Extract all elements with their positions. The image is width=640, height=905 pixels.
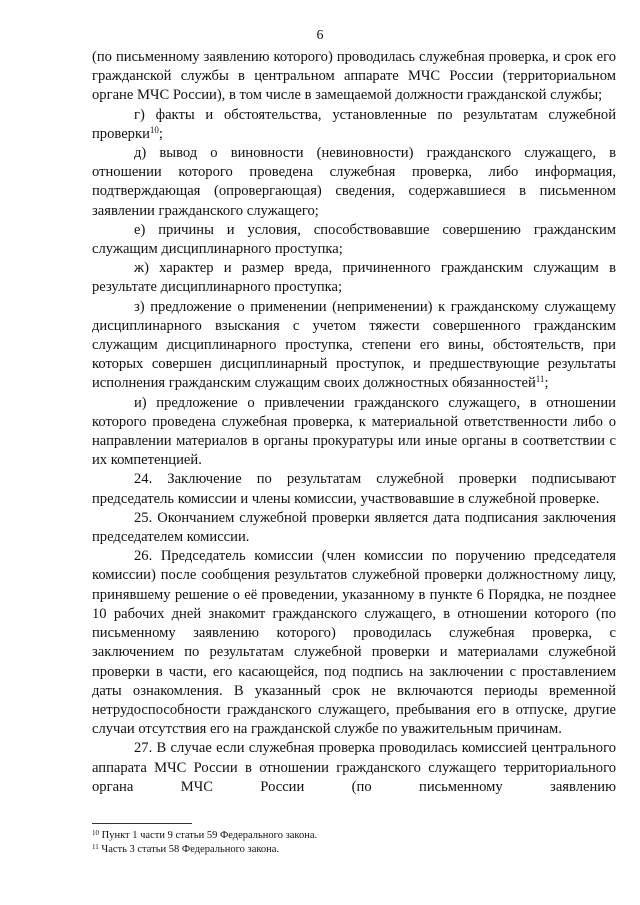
footnote: $^{10}$ Пункт 1 части 9 статьи 59 Федерального закона. — [92, 829, 318, 841]
paragraph: з) предложение о применении (неприменении) к гражданскому служащему дисциплинарного взыскания с учетом тяжести совершенного гражданским служащим дисциплинарного проступка, степени его вины, обстоятельств, при которых совершен дисциплинарный проступок, и предшествующие результаты исполнения гражданским служащим своих должностных обязанностей$^{11}$; — [92, 298, 616, 392]
document-body — [92, 48, 616, 797]
footnotes — [92, 829, 616, 857]
paragraph: и) предложение о привлечении гражданского служащего, в отношении которого проведена служебная проверка, к материальной ответственности либо о направлении материалов в органы прокуратуры или иные органы в соответствии с их компетенцией. — [92, 394, 616, 469]
footnote-ref[interactable]: 10 — [149, 124, 159, 135]
footnote-ref[interactable]: 11 — [535, 374, 545, 385]
page-number: 6 — [316, 28, 324, 43]
paragraph: (по письменному заявлению которого) проводилась служебная проверка, и срок его гражданской службы в центральном аппарате МЧС России (территориальном органе МЧС России), в том числе в замещаемой должности гражданской службы; — [92, 49, 616, 104]
paragraph: д) вывод о виновности (невиновности) гражданского служащего, в отношении которого проведена служебная проверка, либо информация, подтверждающая (опровергающая) сведения, содержавшиеся в письменном заявлении гражданского служащего; — [92, 145, 616, 219]
footnote: $^{11}$ Часть 3 статьи 58 Федерального закона. — [92, 843, 280, 855]
footnote-divider — [92, 823, 192, 824]
paragraph: г) факты и обстоятельства, установленные по результатам служебной проверки$^{10}$; — [92, 106, 616, 142]
paragraph: 24. Заключение по результатам служебной проверки подписывают председатель комиссии и члены комиссии, участвовавшие в служебной проверке. — [92, 471, 616, 507]
paragraph: 25. Окончанием служебной проверки является дата подписания заключения председателем комиссии. — [92, 509, 616, 546]
paragraph: 27. В случае если служебная проверка проводилась комиссией центрального аппарата МЧС России в отношении гражданского служащего территориального органа МЧС России (по письменному заявлению — [92, 740, 616, 795]
paragraph: ж) характер и размер вреда, причиненного гражданским служащим в результате дисциплинарного проступка; — [92, 260, 616, 296]
paragraph: 26. Председатель комиссии (член комиссии по поручению председателя комиссии) после сообщения результатов служебной проверки должностному лицу, принявшему решение о её проведении, указанному в пункте 6 Порядка, не позднее 10 рабочих дней знакомит гражданского служащего, в отношении которого (по письменному заявлению которого) проводилась служебная проверка, с заключением по результатам служебной проверки и материалами служебной проверки в части, его касающейся, под подпись на заключении с проставлением даты ознакомления. В указанный срок не включаются периоды временной нетрудоспособности гражданского служащего, пребывания его в отпуске, другие случаи отсутствия его на гражданской службе по уважительным причинам. — [92, 548, 616, 738]
paragraph: е) причины и условия, способствовавшие совершению гражданским служащим дисциплинарного проступка; — [92, 221, 616, 258]
